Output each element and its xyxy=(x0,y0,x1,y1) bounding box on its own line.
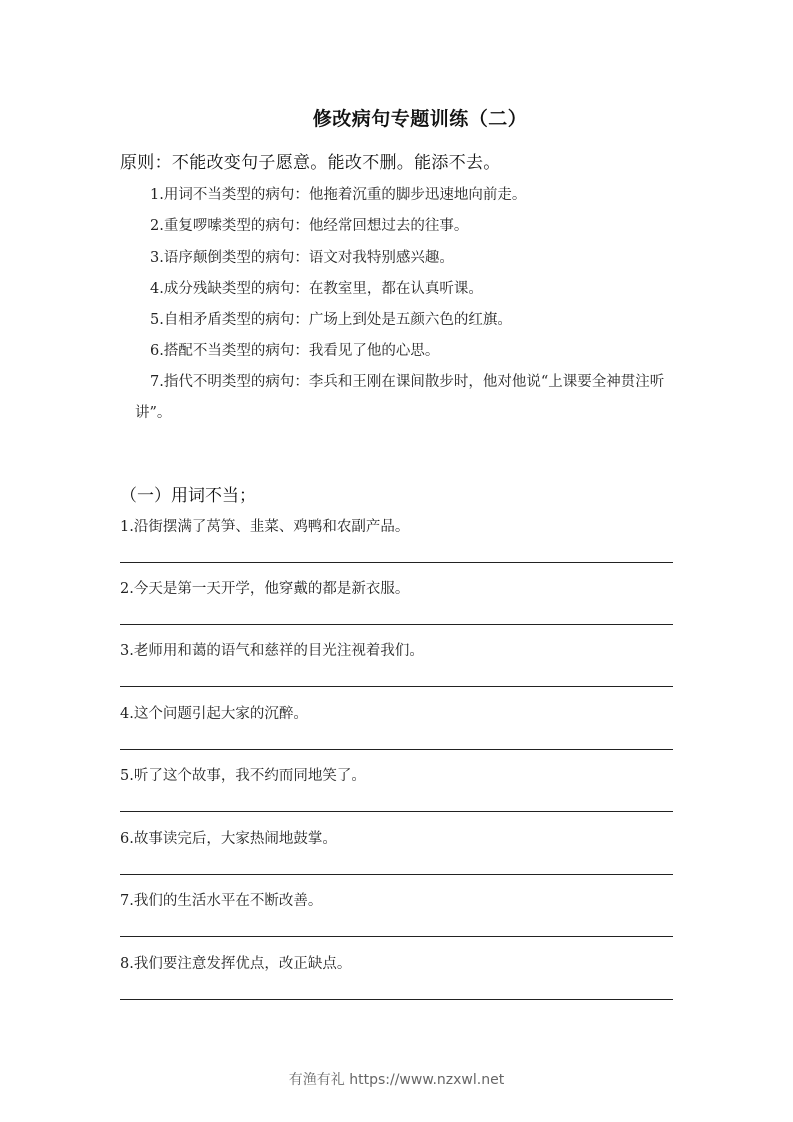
answer-line[interactable] xyxy=(120,936,673,937)
exercise-item xyxy=(120,703,673,725)
exercise-sentence: 3.老师用和蔼的语气和慈祥的目光注视着我们。 xyxy=(120,643,424,659)
error-type-item: 5.自相矛盾类型的病句：广场上到处是五颜六色的红旗。 xyxy=(150,312,512,329)
exercise-item xyxy=(120,578,673,600)
answer-line[interactable] xyxy=(120,874,673,875)
error-type-item: 6.搭配不当类型的病句：我看见了他的心思。 xyxy=(150,343,440,360)
page-title: 修改病句专题训练（二） xyxy=(312,108,528,130)
error-type-item: 2.重复啰嗦类型的病句：他经常回想过去的往事。 xyxy=(150,218,469,235)
section-heading: （一）用词不当； xyxy=(120,486,256,506)
exercise-item xyxy=(120,890,673,912)
exercise-item xyxy=(120,516,673,538)
answer-line[interactable] xyxy=(120,749,673,750)
exercise-item xyxy=(120,765,673,787)
error-type-item: 4.成分残缺类型的病句：在教室里，都在认真听课。 xyxy=(150,280,483,297)
error-type-item: 7.指代不明类型的病句：李兵和王刚在课间散步时，他对他说“上课要全神贯注听讲”。 xyxy=(135,373,665,421)
footer-watermark: 有渔有礼 https://www.nzxwl.net xyxy=(288,1072,505,1088)
answer-line[interactable] xyxy=(120,686,673,687)
answer-line[interactable] xyxy=(120,624,673,625)
exercise-item xyxy=(120,640,673,662)
error-type-item: 1.用词不当类型的病句：他拖着沉重的脚步迅速地向前走。 xyxy=(150,187,527,203)
principle-text: 原则：不能改变句子愿意。能改不删。能添不去。 xyxy=(120,153,501,173)
answer-line[interactable] xyxy=(120,562,673,563)
exercise-sentence: 2.今天是第一天开学，他穿戴的都是新衣服。 xyxy=(120,581,410,597)
exercise-sentence: 8.我们要注意发挥优点，改正缺点。 xyxy=(120,956,352,972)
error-type-list xyxy=(120,184,676,429)
error-type-item: 3.语序颠倒类型的病句：语文对我特别感兴趣。 xyxy=(150,249,454,266)
exercise-sentence: 1.沿街摆满了莴笋、韭菜、鸡鸭和农副产品。 xyxy=(120,519,410,535)
exercise-item xyxy=(120,953,673,975)
exercise-item xyxy=(120,828,673,850)
answer-line[interactable] xyxy=(120,999,673,1000)
exercise-sentence: 5.听了这个故事，我不约而同地笑了。 xyxy=(120,768,366,784)
exercise-sentence: 6.故事读完后，大家热闹地鼓掌。 xyxy=(120,831,337,847)
exercise-sentence: 4.这个问题引起大家的沉醉。 xyxy=(120,706,308,722)
answer-line[interactable] xyxy=(120,811,673,812)
exercise-sentence: 7.我们的生活水平在不断改善。 xyxy=(120,893,323,909)
